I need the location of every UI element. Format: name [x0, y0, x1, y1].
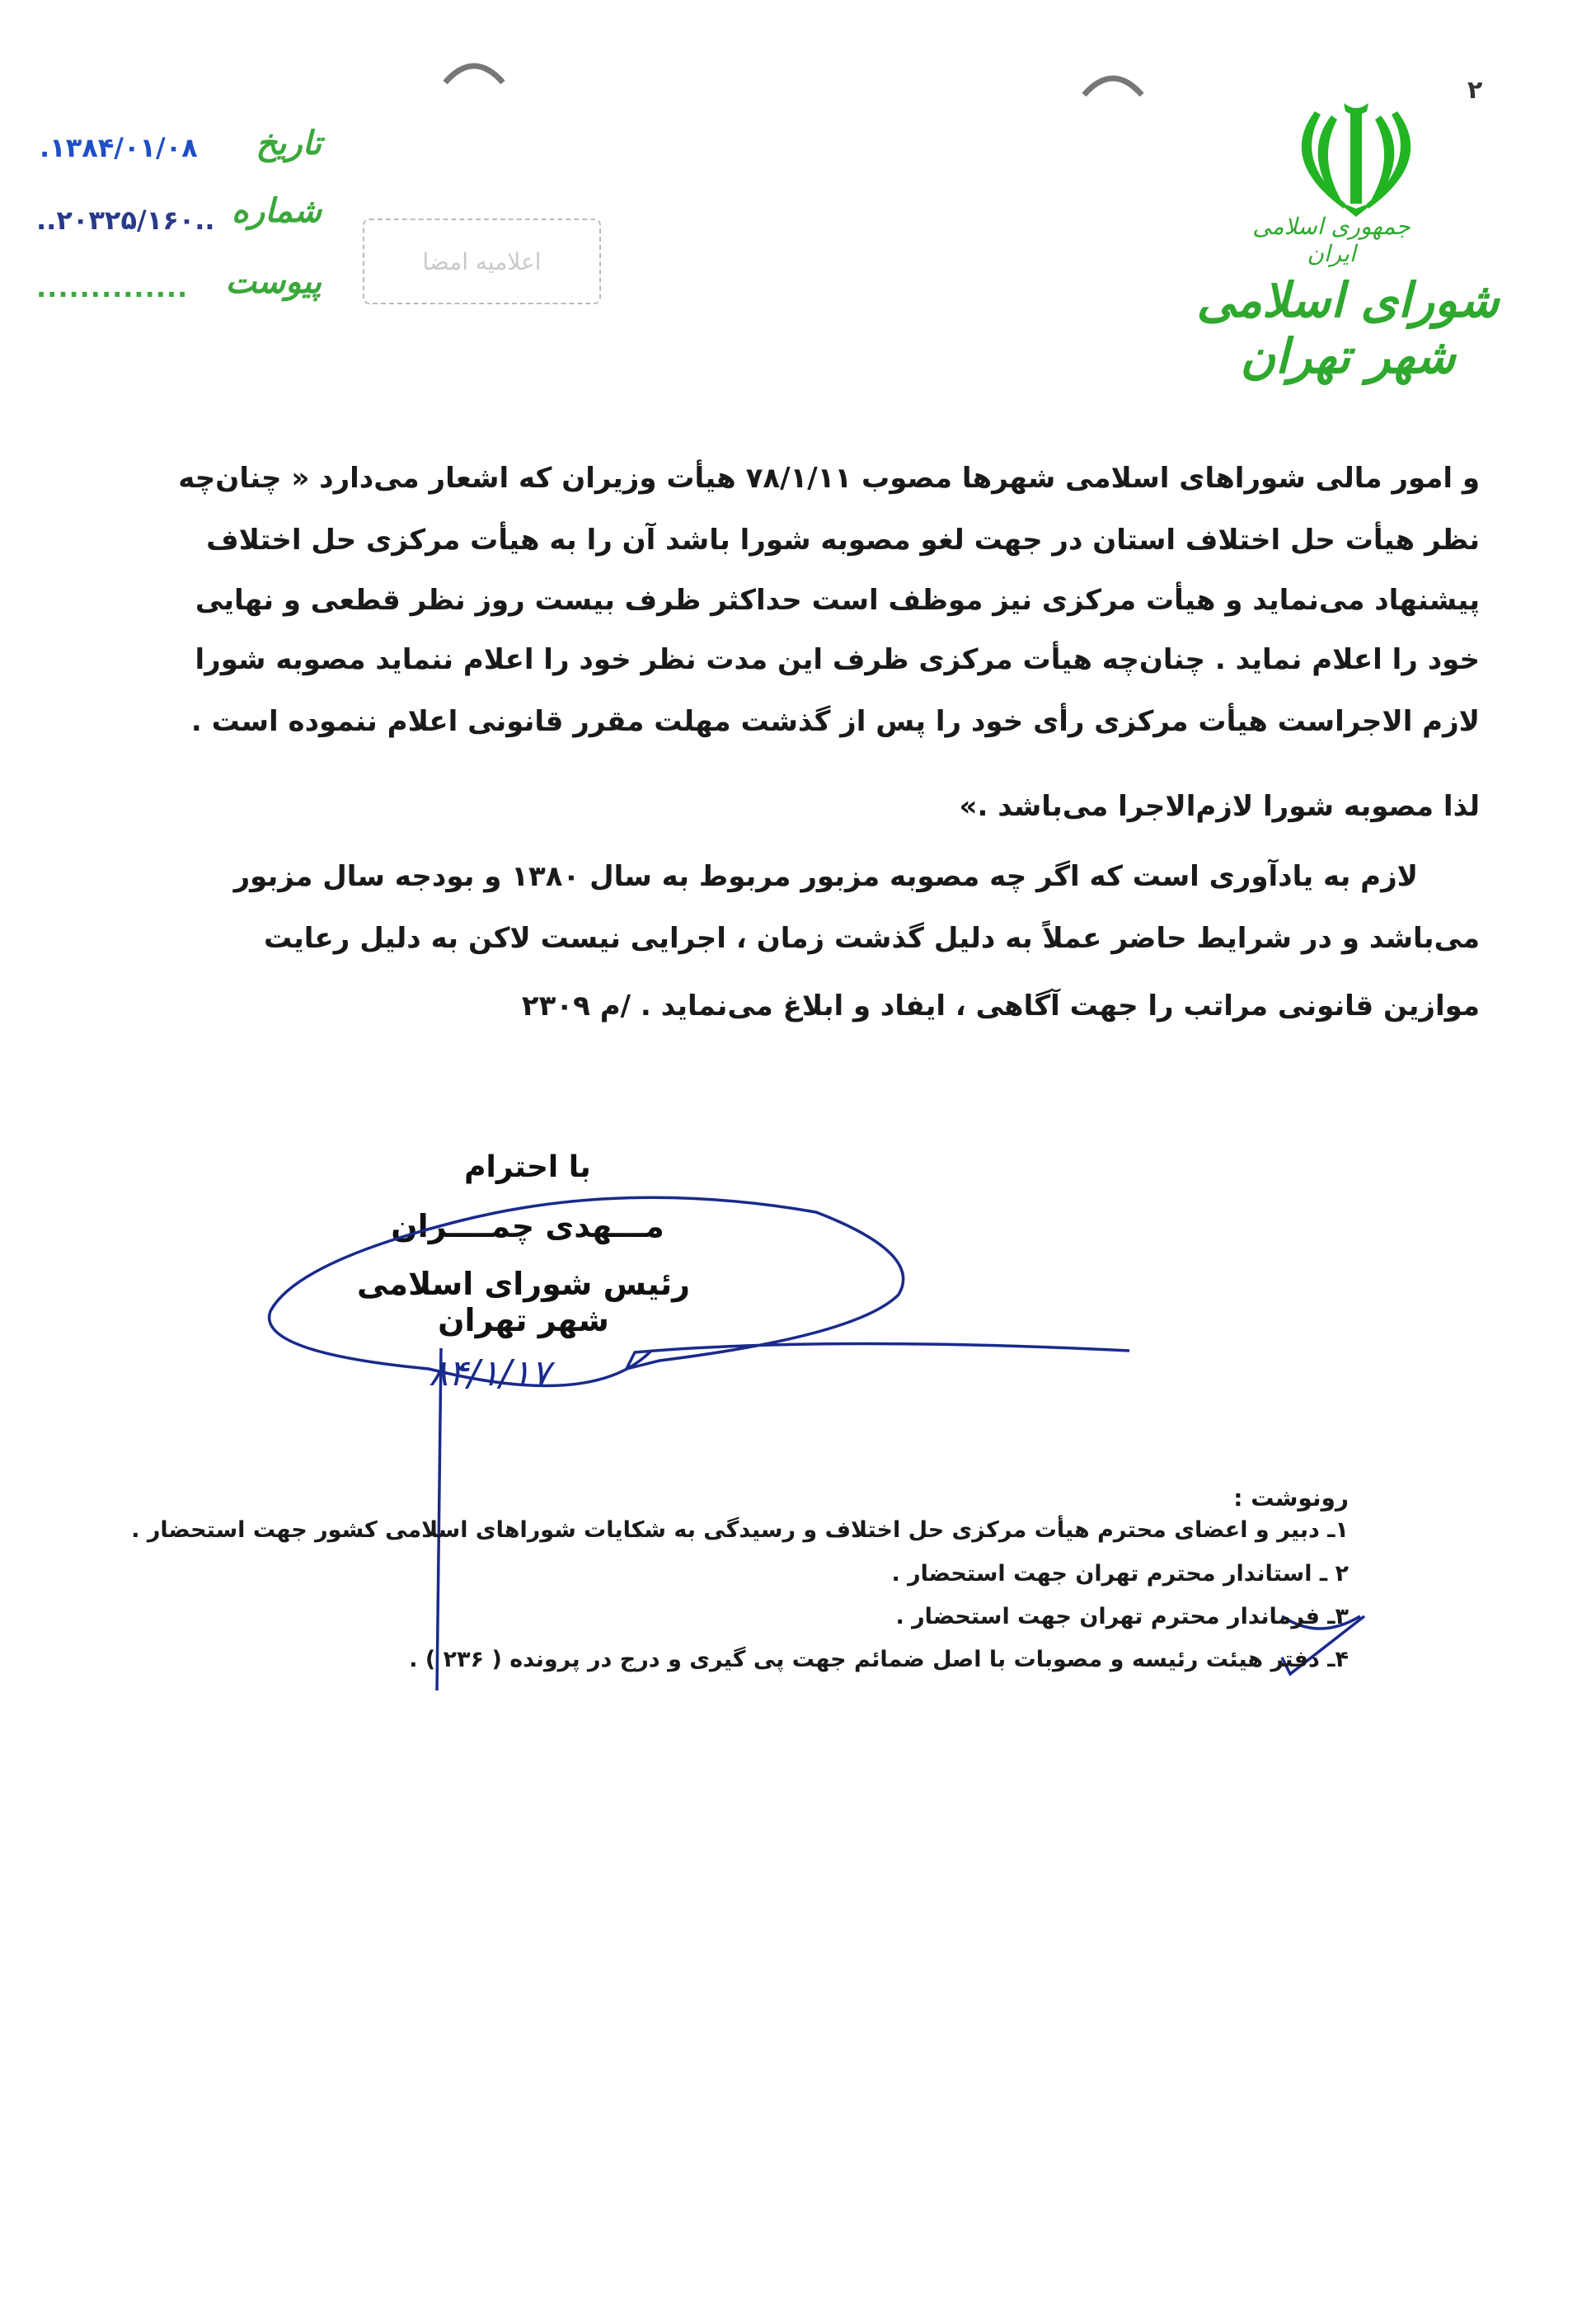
number-label: شماره [231, 191, 322, 230]
organization-name: شورای اسلامی شهر تهران [1196, 272, 1500, 384]
number-value: ..۲۰۳۲۵/۱۶۰.. [36, 205, 215, 236]
body-line: خود را اعلام نماید . چنان‌چه هیأت مرکزی ظرف این مدت نظر خود را اعلام ننماید مصوبه شورا [195, 643, 1480, 676]
handwritten-date: ۸۴/۱/۱۷ [429, 1352, 551, 1394]
stamp-text: اعلامیه امضا [422, 247, 542, 275]
page-number: ۲ [1467, 76, 1483, 105]
attachment-value: .............. [36, 272, 189, 303]
iran-emblem-icon [1286, 95, 1426, 219]
signer-title: رئیس شورای اسلامی شهر تهران [357, 1266, 690, 1338]
body-line: لذا مصوبه شورا لازم‌الاجرا می‌باشد .» [959, 790, 1480, 823]
body-line: و امور مالی شوراهای اسلامی شهرها مصوب ۷۸/۱/۱۱ هیأت وزیران که اشعار می‌دارد « چنان‌چه [178, 462, 1480, 495]
copy-item: ۲ ـ استاندار محترم تهران جهت استحضار . [891, 1561, 1349, 1587]
scan-mark-icon [1076, 62, 1150, 103]
closing: با احترام [464, 1150, 591, 1184]
copy-item: ۳ـ فرماندار محترم تهران جهت استحضار . [895, 1604, 1349, 1629]
body-line: لازم به یادآوری است که اگر چه مصوبه مزبور مربوط به سال ۱۳۸۰ و بودجه سال مزبور [233, 860, 1418, 893]
body-line: می‌باشد و در شرایط حاضر عملاً به دلیل گذشت زمان ، اجرایی نیست لاکن به دلیل رعایت [264, 922, 1480, 955]
body-line: پیشنهاد می‌نماید و هیأت مرکزی نیز موظف است حداکثر ظرف بیست روز نظر قطعی و نهایی [195, 584, 1480, 617]
signer-name: مـــهدی چمــــران [391, 1208, 664, 1244]
copy-item: ۴ـ دفتر هیئت رئیسه و مصوبات با اصل ضمائم جهت پی گیری و درج در پرونده ( ۲۳۶ ) . [409, 1647, 1349, 1672]
body-line: نظر هیأت حل اختلاف استان در جهت لغو مصوبه شورا باشد آن را به هیأت مرکزی حل اختلاف [206, 524, 1480, 557]
body-line: موازین قانونی مراتب را جهت آگاهی ، ایفاد و ابلاغ می‌نماید . /م ۲۳۰۹ [521, 990, 1480, 1023]
faded-stamp [363, 219, 601, 304]
date-value: .۱۳۸۴/۰۱/۰۸ [40, 132, 198, 163]
body-line: لازم الاجراست هیأت مرکزی رأی خود را پس از گذشت مهلت مقرر قانونی اعلام ننموده است . [190, 705, 1480, 738]
copies-heading: رونوشت : [1233, 1484, 1349, 1512]
copy-item: ۱ـ دبیر و اعضای محترم هیأت مرکزی حل اختلاف و رسیدگی به شکایات شوراهای اسلامی کشور جهت استحضار . [131, 1517, 1349, 1543]
scan-mark-icon [437, 49, 511, 91]
attachment-label: پیوست [225, 262, 322, 301]
date-label: تاریخ [256, 124, 322, 162]
country-name: جمهوری اسلامی ایران [1252, 213, 1411, 267]
